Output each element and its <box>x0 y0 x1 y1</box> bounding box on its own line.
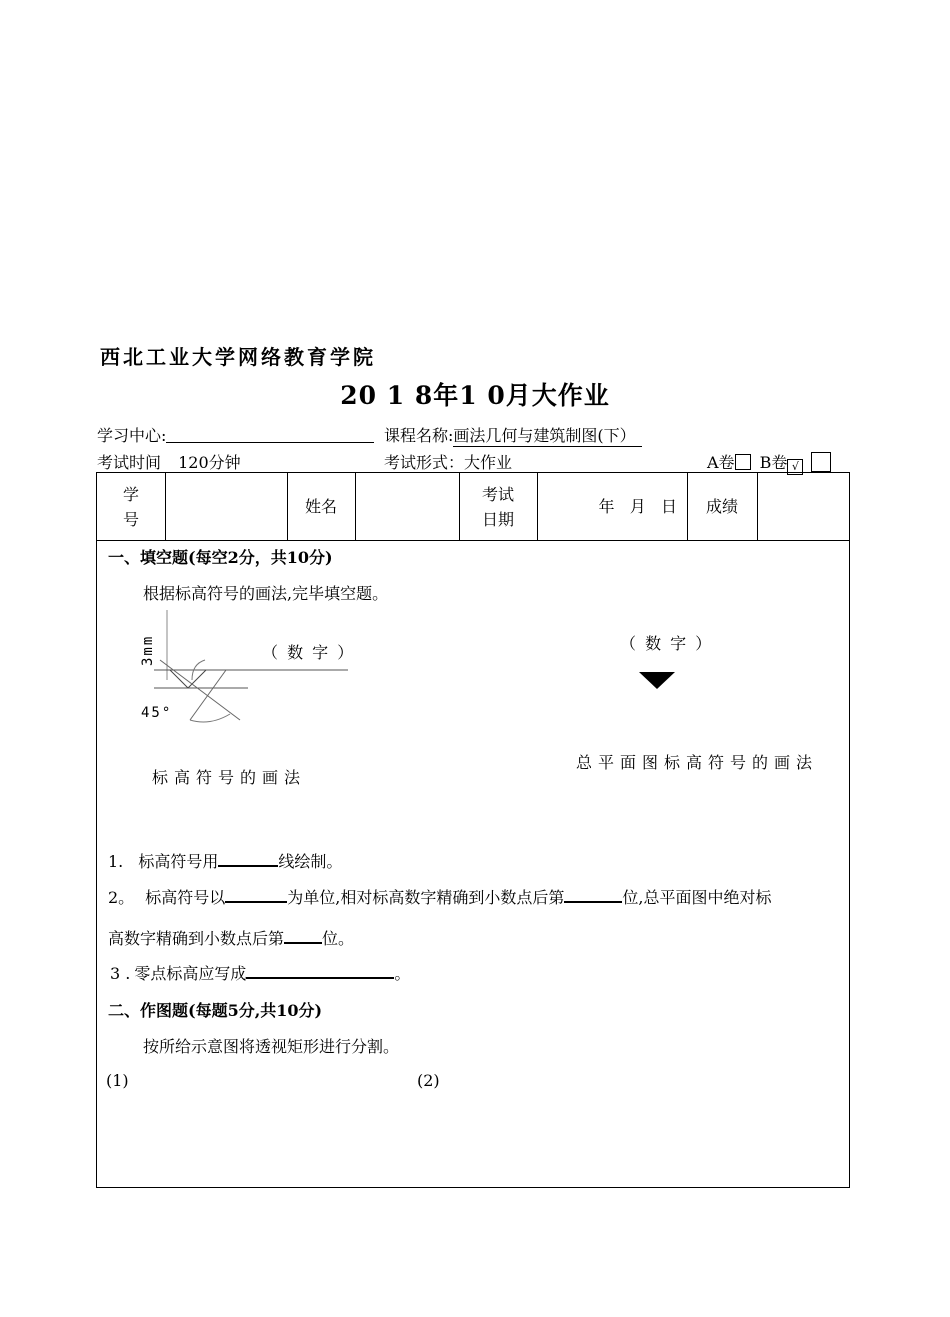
name-field[interactable] <box>355 473 459 540</box>
paper-a-label: A卷 <box>707 453 735 472</box>
question-2: 2。 标高符号以 为单位,相对标高数字精确到小数点后第 位,总平面图中绝对标 <box>108 888 772 907</box>
paper-b-label: B卷 <box>759 453 788 472</box>
dimension-3mm-label: 3mm <box>140 634 156 666</box>
score-field[interactable] <box>757 473 849 540</box>
q2-blank-2[interactable] <box>564 887 622 903</box>
question-1: 1. 标高符号用 线绘制。 <box>108 852 343 871</box>
student-info-table <box>97 473 849 541</box>
q1-blank[interactable] <box>218 851 278 867</box>
exam-form-row <box>384 450 512 473</box>
extra-checkbox[interactable] <box>811 452 831 472</box>
exam-time-label: 考试时间 <box>97 453 162 472</box>
paper-b-checkbox[interactable]: √ <box>787 459 803 475</box>
fig1-caption: 标高符号的画法 <box>152 768 307 787</box>
question-2-cont: 高数字精确到小数点后第 位。 <box>108 929 355 948</box>
q2-blank-3[interactable] <box>284 928 322 944</box>
learning-center-label: 学习中心: <box>97 426 167 445</box>
q3-blank[interactable] <box>246 963 394 979</box>
fig1-digits-label: （ 数 字 ） <box>262 643 356 662</box>
document-title: 20 1 8年1 0月大作业 <box>340 381 610 410</box>
section1-intro: 根据标高符号的画法,完毕填空题。 <box>143 584 389 603</box>
angle-45-label: 45° <box>141 705 173 721</box>
drawing-item-2: (2) <box>417 1071 440 1090</box>
learning-center-row <box>97 423 374 446</box>
course-name-value: 画法几何与建筑制图(下） <box>453 423 641 447</box>
section1-heading: 一、填空题(每空2分，共10分) <box>108 548 333 567</box>
student-no-field[interactable] <box>165 473 287 540</box>
exam-frame <box>96 472 850 1188</box>
filled-triangle-icon <box>638 671 676 691</box>
exam-date-label: 考试 日期 <box>481 484 514 529</box>
section2-heading: 二、作图题(每题5分,共10分) <box>108 1001 323 1020</box>
fig2-caption: 总平面图标高符号的画法 <box>576 753 819 772</box>
exam-form-label: 考试形式： <box>384 453 465 472</box>
score-label: 成绩 <box>705 497 738 516</box>
exam-time-row <box>97 450 241 473</box>
exam-form-value: 大作业 <box>464 453 513 472</box>
course-name-label: 课程名称: <box>384 426 454 445</box>
school-name: 西北工业大学网络教育学院 <box>100 345 376 369</box>
fig2-digits-label: （ 数 字 ） <box>620 634 714 653</box>
student-no-label: 学 号 <box>122 484 139 529</box>
exam-time-value: 120 <box>178 453 209 472</box>
q2-blank-1[interactable] <box>225 887 287 903</box>
exam-time-unit: 分钟 <box>208 453 241 472</box>
exam-date-field[interactable]: 年 月 日 <box>598 497 677 516</box>
drawing-item-1: (1) <box>106 1071 129 1090</box>
course-name-row <box>384 423 642 447</box>
question-3: 3 . 零点标高应写成 。 <box>110 964 411 983</box>
name-label: 姓名 <box>304 497 337 516</box>
paper-a-checkbox[interactable] <box>735 454 751 470</box>
section2-intro: 按所给示意图将透视矩形进行分割。 <box>143 1037 400 1056</box>
learning-center-blank <box>166 426 374 443</box>
